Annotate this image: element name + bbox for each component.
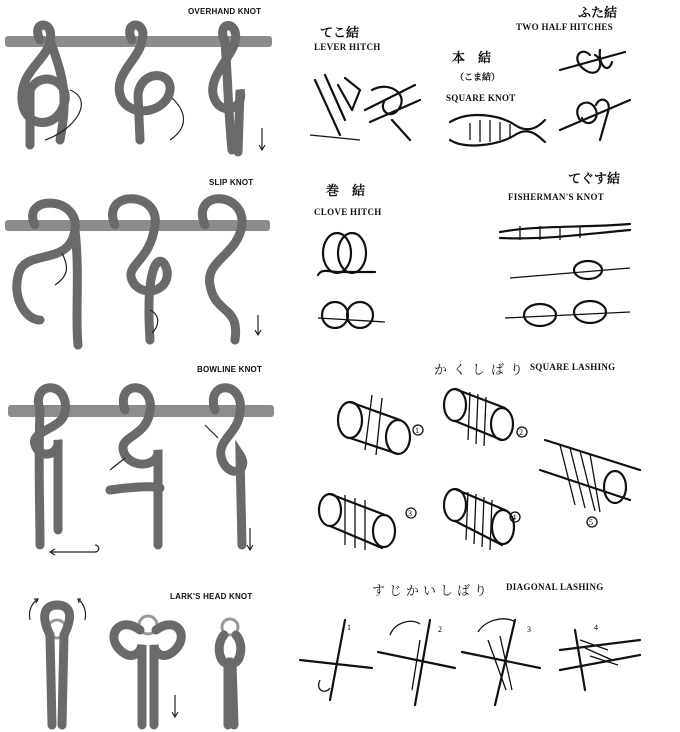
bowline-knot-illustration [0,360,280,565]
square-lashing-step-4 [444,489,520,550]
slip-knot-photo [0,175,280,350]
overhand-knot-photo [0,0,280,160]
lever-hitch-jp: てこ結 [320,26,360,41]
square-lashing-step-1-label: 1 [415,426,419,435]
lever-hitch-en: LEVER HITCH [314,42,381,52]
two-half-hitches-en: TWO HALF HITCHES [516,22,613,32]
fishermans-knot-en: FISHERMAN'S KNOT [508,192,605,202]
diagonal-lashing-step-3 [462,619,540,705]
square-lashing-jp: かくしばり [434,363,530,378]
larks-head-knot-photo [0,585,280,732]
bowline-knot-title: BOWLINE KNOT [197,365,263,374]
diagonal-lashing-step-2 [378,620,455,705]
clove-hitch-jp: 巻 結 [326,184,366,199]
overhand-knot-title: OVERHAND KNOT [188,7,262,16]
square-knot-jp: 本 結 [452,51,492,66]
square-lashing-step-1 [338,395,423,455]
square-lashing-en: SQUARE LASHING [530,362,616,372]
larks-head-knot-title: LARK'S HEAD KNOT [170,592,253,601]
diagonal-lashing-step-2-label: 2 [438,625,442,634]
slip-knot-illustration [0,175,280,350]
square-lashing-step-3 [319,494,416,550]
square-lashing-step-2 [444,389,527,446]
square-knot-jp-sub: （こま結） [455,73,501,83]
diagonal-lashing-en: DIAGONAL LASHING [506,582,604,592]
clove-hitch-en: CLOVE HITCH [314,207,382,217]
larks-head-knot-illustration [0,585,280,732]
bowline-knot-photo [0,360,280,565]
diagonal-lashing-step-1-label: 1 [347,623,351,632]
square-lashing-step-2-label: 2 [519,428,523,437]
square-lashing-step-3-label: 3 [408,509,412,518]
fishermans-knot-jp: てぐす結 [568,172,621,187]
diagonal-lashing-step-3-label: 3 [527,625,531,634]
square-lashing-step-4-label: 4 [512,513,516,522]
diagonal-lashing-step-1 [300,620,372,700]
diagonal-lashing-jp: すじかいしばり [372,584,492,599]
overhand-knot-illustration [0,0,280,160]
square-knot-en: SQUARE KNOT [446,93,516,103]
slip-knot-title: SLIP KNOT [209,178,254,187]
diagonal-lashing-step-4-label: 4 [594,623,598,632]
square-lashing-step-5-label: 5 [589,518,593,527]
diagonal-lashing-step-4 [560,630,640,690]
two-half-hitches-jp: ふた結 [578,6,618,21]
square-lashing-step-5 [540,440,640,527]
